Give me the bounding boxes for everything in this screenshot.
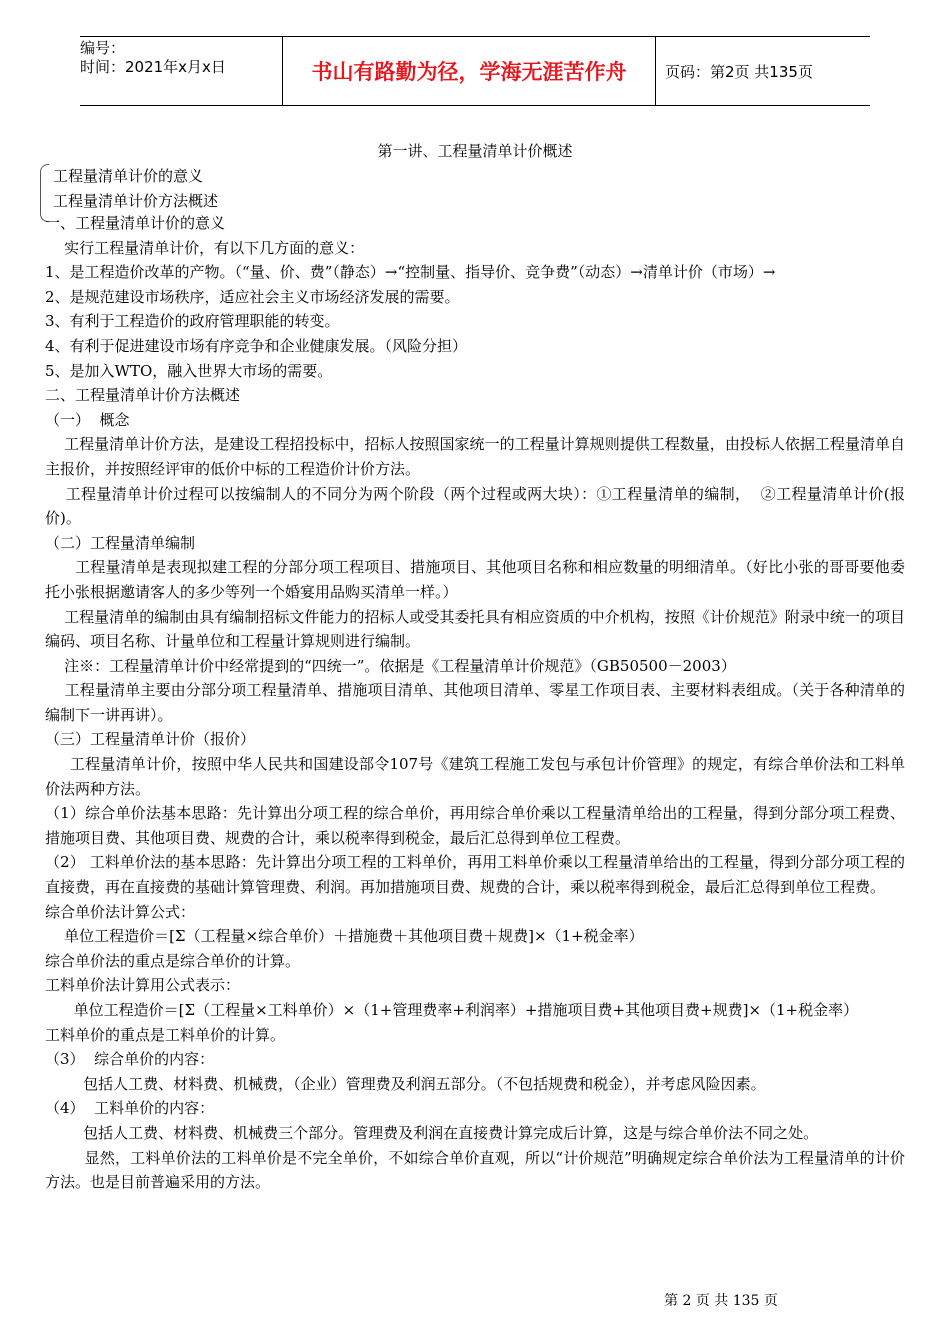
paragraph: 包括人工费、材料费、机械费三个部分。管理费及利润在直接费计算完成后计算，这是与综合单价法不同之处。 [45,1123,819,1142]
paragraph: 工程量清单是表现拟建工程的分部分项工程项目、措施项目、其他项目名称和相应数量的明细清单。（好比小张的哥哥要他委托小张根据邀请客人的多少等列一个婚宴用品购买清单一样。） [45,558,905,601]
paragraph: 包括人工费、材料费、机械费，（企业）管理费及利润五部分。（不包括规费和税金），并考虑风险因素。 [45,1074,766,1093]
paragraph: 单位工程造价＝[Σ（工程量×工料单价）×（1+管理费率+利润率）+措施项目费+其他项目费+规费]×（1+税金率） [45,1001,859,1019]
paragraph: （4） 工料单价的内容： [45,1099,215,1118]
paragraph: 工料单价的重点是工料单价的计算。 [45,1025,286,1044]
body-text [45,211,905,1195]
header-page-label: 页码：第2页 共135页 [665,62,813,81]
paragraph: 综合单价法的重点是综合单价的计算。 [45,951,301,970]
paragraph: 综合单价法计算公式： [45,902,196,921]
page-footer: 第 2 页 共 135 页 [664,1293,778,1309]
paragraph: 工料单价法计算用公式表示： [45,976,241,995]
paragraph: 4、有利于促进建设市场有序竞争和企业健康发展。（风险分担） [45,336,468,355]
paragraph: （二）工程量清单编制 [45,533,196,552]
paragraph: 5、是加入WTO，融入世界大市场的需要。 [45,361,333,380]
paragraph: 3、有利于工程造价的政府管理职能的转变。 [45,312,340,331]
paragraph: （3） 综合单价的内容： [45,1050,215,1069]
paragraph: 注※：工程量清单计价中经常提到的“四统一”。依据是《工程量清单计价规范》（GB50500－2003） [45,656,736,675]
paragraph: 工程量清单的编制由具有编制招标文件能力的招标人或受其委托具有相应资质的中介机构，按照《计价规范》附录中统一的项目编码、项目名称、计量单位和工程量计算规则进行编制。 [45,607,905,651]
page-header [80,36,870,106]
outline-item: 工程量清单计价方法概述 [53,192,219,210]
paragraph: 单位工程造价＝[Σ（工程量×综合单价）＋措施费＋其他项目费＋规费]×（1+税金率） [45,927,644,946]
header-meta [80,37,282,105]
doc-number-label: 编号： [80,39,126,57]
paragraph: 工程量清单主要由分部分项工程量清单、措施项目清单、其他项目清单、零星工作项目表、主要材料表组成。（关于各种清单的编制下一讲再讲）。 [45,681,905,724]
outline-list [53,164,218,214]
paragraph: （2） 工料单价法的基本思路：先计算出分项工程的工料单价，再用工料单价乘以工程量清单给出的工程量，得到分部分项工程的直接费，再在直接费的基础计算管理费、利润。再加措施项目费、规费的合计，乘以税率得到税金，最后汇总得到单位工程费。 [45,853,905,897]
paragraph: 一、工程量清单计价的意义 [45,214,226,232]
paragraph: 工程量清单计价方法，是建设工程招投标中，招标人按照国家统一的工程量计算规则提供工程数量，由投标人依据工程量清单自主报价，并按照经评审的低价中标的工程造价计价方法。 [45,435,905,478]
paragraph: （三）工程量清单计价（报价） [45,730,256,749]
outline-item: 工程量清单计价的意义 [53,167,204,185]
paragraph: （一） 概念 [45,410,130,429]
header-motto: 书山有路勤为径，学海无涯苦作舟 [282,37,656,105]
paragraph: 2、是规范建设市场秩序，适应社会主义市场经济发展的需要。 [45,287,460,306]
doc-date-label: 时间：2021年x月x日 [80,58,226,76]
paragraph: 实行工程量清单计价，有以下几方面的意义： [45,238,365,257]
paragraph: 显然，工料单价法的工料单价是不完全单价，不如综合单价直观，所以“计价规范”明确规定综合单价法为工程量清单的计价方法。也是目前普遍采用的方法。 [45,1148,905,1192]
paragraph: （1）综合单价法基本思路：先计算出分项工程的综合单价，再用综合单价乘以工程量清单给出的工程量，得到分部分项工程费、措施项目费、其他项目费、规费的合计，乘以税率得到税金，最后汇总得到单位工程费。 [45,804,905,847]
paragraph: 1、是工程造价改革的产物。（“量、价、费”（静态）→“控制量、指导价、竞争费”（动态）→清单计价（市场）→ [45,263,776,282]
paragraph: 工程量清单计价，按照中华人民共和国建设部令107号《建筑工程施工发包与承包计价管理》的规定，有综合单价法和工料单价法两种方法。 [45,755,905,798]
lecture-title: 第一讲、工程量清单计价概述 [377,142,573,160]
paragraph: 工程量清单计价过程可以按编制人的不同分为两个阶段（两个过程或两大块）：①工程量清单的编制， ②工程量清单计价(报价)。 [45,484,905,528]
paragraph: 二、工程量清单计价方法概述 [45,386,241,405]
